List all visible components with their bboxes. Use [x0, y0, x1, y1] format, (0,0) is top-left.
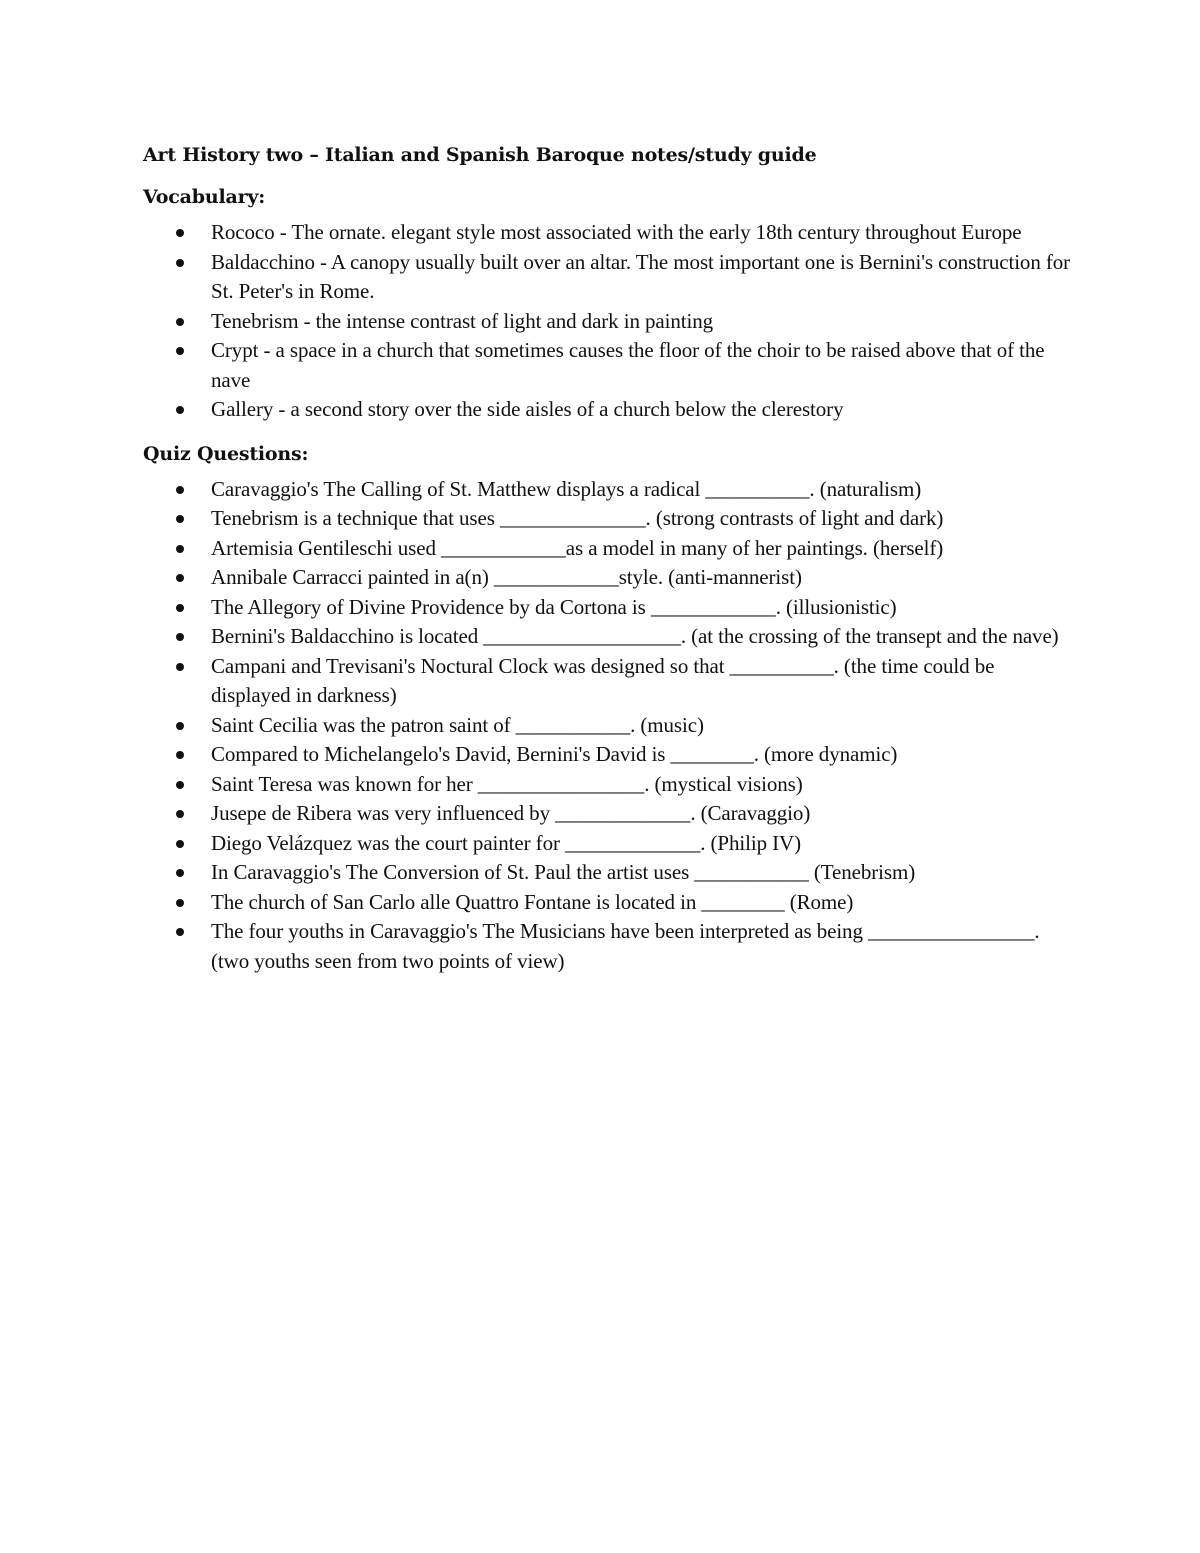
list-item: [143, 307, 1073, 337]
list-item: [143, 770, 1073, 800]
list-item: [143, 395, 1073, 425]
list-item: [143, 740, 1073, 770]
bullet-icon: [176, 574, 184, 582]
list-item: [143, 475, 1073, 505]
quiz-question: The four youths in Caravaggio's The Musicians have been interpreted as being ________________. (two youths seen from two points of view): [211, 919, 1040, 973]
list-item: [143, 888, 1073, 918]
bullet-icon: [176, 486, 184, 494]
bullet-icon: [176, 722, 184, 730]
quiz-question: Bernini's Baldacchino is located ___________________. (at the crossing of the transept and the nave): [211, 624, 1059, 648]
bullet-icon: [176, 899, 184, 907]
bullet-icon: [176, 229, 184, 237]
list-item: [143, 218, 1073, 248]
quiz-question: The Allegory of Divine Providence by da Cortona is ____________. (illusionistic): [211, 594, 897, 619]
bullet-icon: [176, 406, 184, 414]
bullet-icon: [176, 751, 184, 759]
quiz-question: Caravaggio's The Calling of St. Matthew displays a radical __________. (naturalism): [211, 476, 922, 501]
quiz-question: Saint Cecilia was the patron saint of ___________. (music): [211, 712, 704, 737]
quiz-question: Tenebrism is a technique that uses ______________. (strong contrasts of light and dark): [211, 506, 944, 530]
bullet-icon: [176, 515, 184, 523]
list-item: [143, 711, 1073, 741]
bullet-icon: [176, 259, 184, 267]
quiz-question: Compared to Michelangelo's David, Bernini's David is ________. (more dynamic): [211, 742, 898, 766]
document-title: Art History two – Italian and Spanish Baroque notes/study guide: [143, 144, 817, 166]
vocabulary-entry: Tenebrism - the intense contrast of light and dark in painting: [211, 308, 714, 333]
list-item: [143, 917, 1073, 976]
bullet-icon: [176, 604, 184, 612]
list-item: [143, 593, 1073, 623]
vocabulary-entry: Rococo - The ornate. elegant style most associated with the early 18th century throughout Europe: [211, 220, 1022, 244]
list-item: [143, 858, 1073, 888]
bullet-icon: [176, 545, 184, 553]
bullet-icon: [176, 840, 184, 848]
quiz-question: Campani and Trevisani's Noctural Clock was designed so that __________. (the time could be displayed in darkness): [211, 653, 995, 707]
vocabulary-entry: Gallery - a second story over the side aisles of a church below the clerestory: [211, 397, 844, 421]
bullet-icon: [176, 633, 184, 641]
quiz-question: Diego Velázquez was the court painter for _____________. (Philip IV): [211, 830, 801, 855]
bullet-icon: [176, 928, 184, 936]
list-item: [143, 504, 1073, 534]
list-item: [143, 799, 1073, 829]
vocabulary-list: [143, 218, 1073, 425]
quiz-question: Jusepe de Ribera was very influenced by _____________. (Caravaggio): [211, 801, 811, 825]
bullet-icon: [176, 663, 184, 671]
list-item: [143, 622, 1073, 652]
bullet-icon: [176, 318, 184, 326]
bullet-icon: [176, 781, 184, 789]
quiz-question: The church of San Carlo alle Quattro Fontane is located in ________ (Rome): [211, 889, 854, 914]
list-item: [143, 563, 1073, 593]
vocabulary-entry: Baldacchino - A canopy usually built over an altar. The most important one is Bernini's construction for St. Peter's in Rome.: [211, 249, 1071, 303]
quiz-heading: Quiz Questions:: [143, 442, 309, 465]
bullet-icon: [176, 347, 184, 355]
quiz-question: In Caravaggio's The Conversion of St. Paul the artist uses ___________ (Tenebrism): [211, 860, 916, 884]
list-item: [143, 534, 1073, 564]
list-item: [143, 829, 1073, 859]
list-item: [143, 652, 1073, 711]
document-page: [143, 140, 1073, 990]
vocabulary-heading: Vocabulary:: [143, 186, 266, 208]
quiz-question: Artemisia Gentileschi used ____________as a model in many of her paintings. (herself): [211, 535, 944, 560]
quiz-list: [143, 475, 1073, 977]
vocabulary-entry: Crypt - a space in a church that sometimes causes the floor of the choir to be raised above that of the nave: [211, 338, 1045, 392]
quiz-question: Annibale Carracci painted in a(n) ____________style. (anti-mannerist): [211, 565, 802, 589]
bullet-icon: [176, 869, 184, 877]
quiz-question: Saint Teresa was known for her ________________. (mystical visions): [211, 771, 803, 796]
list-item: [143, 336, 1073, 395]
bullet-icon: [176, 810, 184, 818]
list-item: [143, 248, 1073, 307]
